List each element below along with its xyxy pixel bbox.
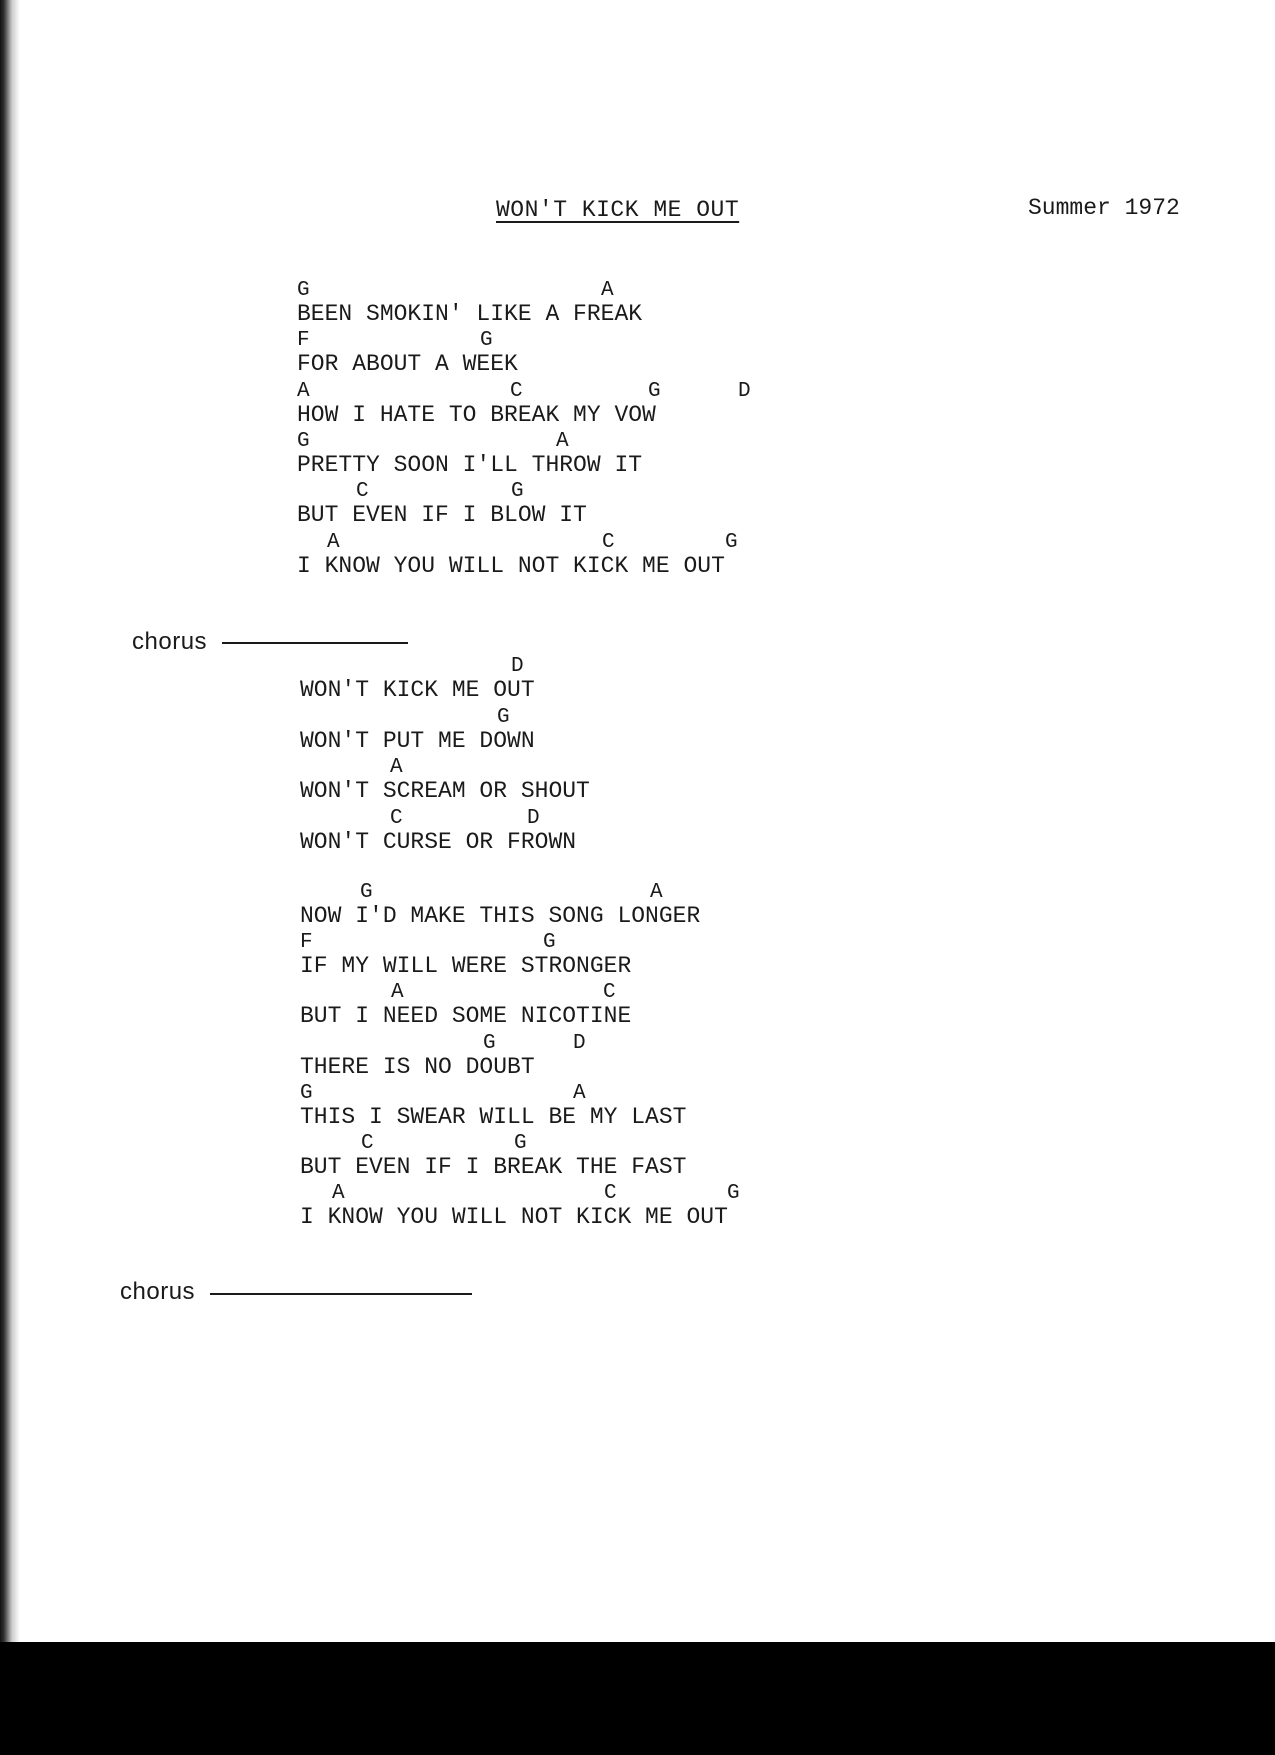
chord: G — [511, 480, 524, 504]
chord: A — [391, 981, 404, 1005]
chord: F — [300, 931, 313, 955]
chord: A — [556, 429, 569, 453]
lyric-line: WON'T KICK ME OUT — [300, 677, 535, 703]
chord: G — [483, 1031, 496, 1055]
lyric-line: BUT I NEED SOME NICOTINE — [300, 1003, 632, 1030]
chord: G — [727, 1182, 740, 1206]
chorus-marker-1: chorus — [132, 628, 208, 655]
lyric-line: BUT EVEN IF I BLOW IT — [297, 502, 587, 529]
lyric-line: WON'T SCREAM OR SHOUT — [300, 778, 590, 804]
lyric-line: PRETTY SOON I'LL THROW IT — [297, 451, 643, 478]
lyric-line: HOW I HATE TO BREAK MY VOW — [297, 401, 656, 428]
chord: G — [725, 530, 738, 554]
lyric-line: IF MY WILL WERE STRONGER — [300, 953, 632, 980]
chord: A — [650, 881, 663, 904]
lyric-line: WON'T CURSE OR FROWN — [300, 828, 577, 855]
chord: A — [573, 1081, 586, 1105]
lyric-line: BEEN SMOKIN' LIKE A FREAK — [297, 301, 643, 327]
chord: D — [738, 379, 751, 403]
chord: C — [603, 981, 616, 1005]
chord: G — [497, 705, 510, 729]
lyric-line: FOR ABOUT A WEEK — [297, 351, 518, 378]
chord: G — [543, 931, 556, 955]
lyric-line: WON'T PUT ME DOWN — [300, 727, 535, 754]
song-date: Summer 1972 — [1028, 195, 1180, 221]
chord: G — [297, 429, 310, 453]
chord: A — [327, 530, 340, 554]
chord: G — [480, 329, 493, 353]
chord: C — [390, 806, 403, 830]
chorus-marker-2-rule — [210, 1293, 472, 1295]
chord: C — [604, 1182, 617, 1206]
scan-bottom-border — [0, 1642, 1275, 1755]
chord: C — [361, 1132, 374, 1155]
lyric-line: BUT EVEN IF I BREAK THE FAST — [300, 1154, 687, 1180]
chord: G — [360, 881, 373, 904]
chord: D — [573, 1031, 586, 1055]
chord: G — [648, 379, 661, 403]
chord: A — [390, 756, 403, 779]
chord: A — [297, 379, 310, 403]
chord: D — [527, 806, 540, 830]
chord: G — [514, 1132, 527, 1155]
chord: G — [300, 1081, 313, 1105]
chorus-marker-2: chorus — [120, 1278, 196, 1305]
lyric-line: NOW I'D MAKE THIS SONG LONGER — [300, 903, 701, 929]
lyric-line: I KNOW YOU WILL NOT KICK ME OUT — [297, 552, 725, 579]
chord: C — [510, 379, 523, 403]
chord: C — [356, 480, 369, 504]
scan-left-edge — [0, 0, 20, 1642]
chord: A — [601, 279, 614, 302]
lyric-line: THERE IS NO DOUBT — [300, 1053, 535, 1080]
chorus-marker-1-rule — [222, 642, 408, 644]
chord: A — [332, 1182, 345, 1206]
chord: G — [297, 279, 310, 302]
song-title: WON'T KICK ME OUT — [496, 197, 740, 223]
chord: F — [297, 329, 310, 353]
lyric-line: THIS I SWEAR WILL BE MY LAST — [300, 1103, 687, 1130]
lyric-line: I KNOW YOU WILL NOT KICK ME OUT — [300, 1204, 728, 1231]
chord: D — [511, 655, 524, 678]
chord: C — [602, 530, 615, 554]
